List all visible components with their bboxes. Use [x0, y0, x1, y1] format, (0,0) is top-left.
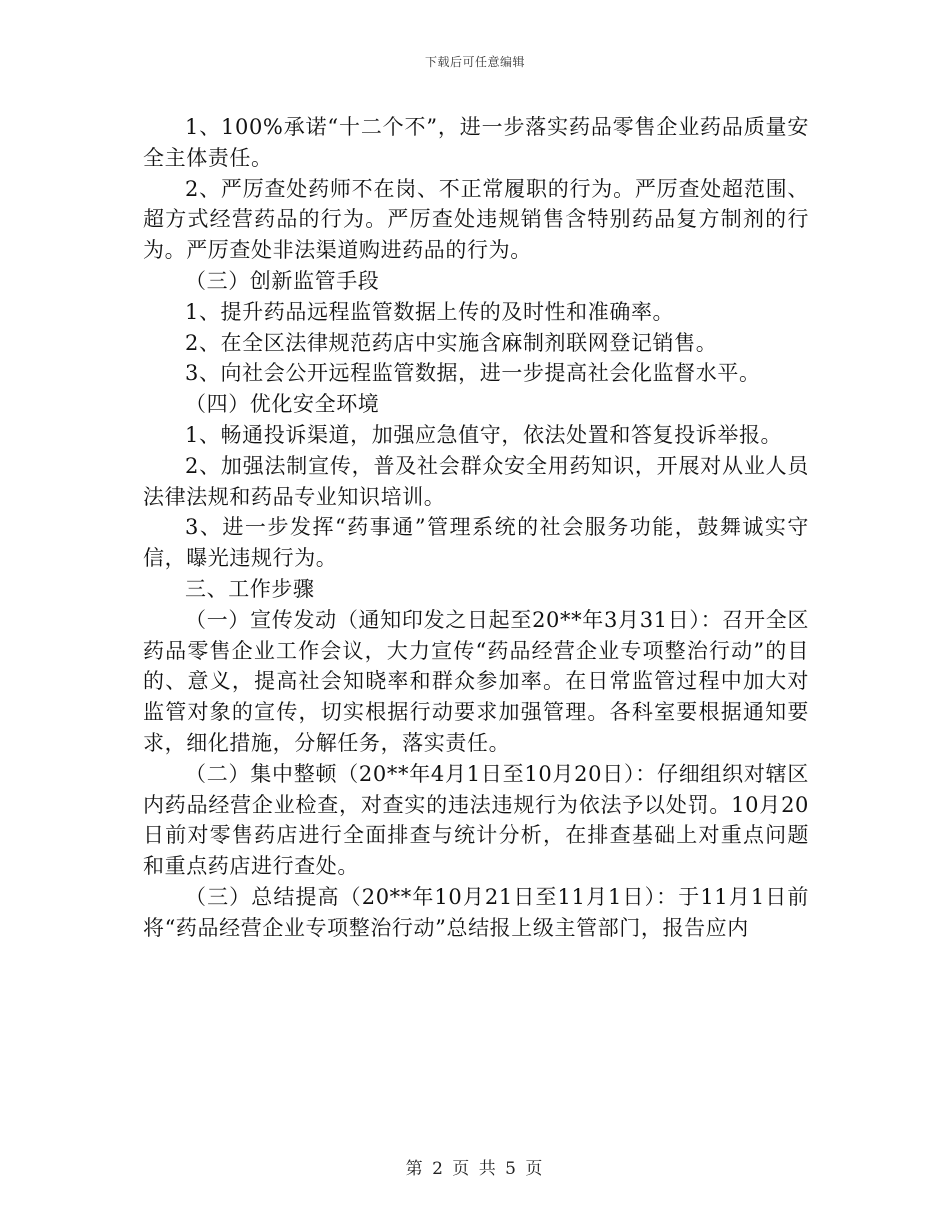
paragraph-commitment: 1、100%承诺“十二个不”，进一步落实药品零售企业药品质量安全主体责任。	[143, 115, 809, 170]
section-heading-work-steps: 三、工作步骤	[185, 576, 315, 601]
paragraph-public-data: 3、向社会公开远程监管数据，进一步提高社会化监督水平。	[185, 361, 761, 386]
section-heading-optimize-environment: （四）优化安全环境	[185, 392, 380, 417]
paragraph-online-registration: 2、在全区法律规范药店中实施含麻制剂联网登记销售。	[185, 330, 718, 355]
paragraph-step-rectification: （二）集中整顿（20**年4月1日至10月20日）：仔细组织对辖区内药品经营企业检查，对查实的违法违规行为依法予以处罚。10月20日前对零售药店进行全面排查与统计分析，在排查基础上对重点问题和重点药店进行查处。	[143, 761, 809, 879]
paragraph-step-publicity: （一）宣传发动（通知印发之日起至20**年3月31日）：召开全区药品零售企业工作会议，大力宣传“药品经营企业专项整治行动”的目的、意义，提高社会知晓率和群众参加率。在日常监管过程中加大对监管对象的宣传，切实根据行动要求加强管理。各科室要根据通知要求，细化措施，分解任务，落实责任。	[143, 607, 809, 755]
paragraph-legal-publicity: 2、加强法制宣传，普及社会群众安全用药知识，开展对从业人员法律法规和药品专业知识培训。	[143, 453, 809, 509]
paragraph-strict-inspection: 2、严厉查处药师不在岗、不正常履职的行为。严厉查处超范围、超方式经营药品的行为。严厉查处违规销售含特别药品复方制剂的行为。严厉查处非法渠道购进药品的行为。	[143, 176, 809, 263]
paragraph-remote-data: 1、提升药品远程监管数据上传的及时性和准确率。	[185, 299, 675, 324]
page-footer: 第 2 页 共 5 页	[405, 1159, 545, 1179]
section-heading-innovate-supervision: （三）创新监管手段	[185, 268, 380, 293]
paragraph-yaoshitong: 3、进一步发挥“药事通”管理系统的社会服务功能，鼓舞诚实守信，曝光违规行为。	[143, 515, 809, 571]
page-header: 下载后可任意编辑	[424, 55, 525, 69]
paragraph-step-summary: （三）总结提高（20**年10月21日至11月1日）：于11月1日前将“药品经营企业专项整治行动”总结报上级主管部门，报告应内	[143, 884, 809, 940]
paragraph-complaint-channel: 1、畅通投诉渠道，加强应急值守，依法处置和答复投诉举报。	[185, 422, 783, 447]
document-body	[143, 112, 809, 944]
